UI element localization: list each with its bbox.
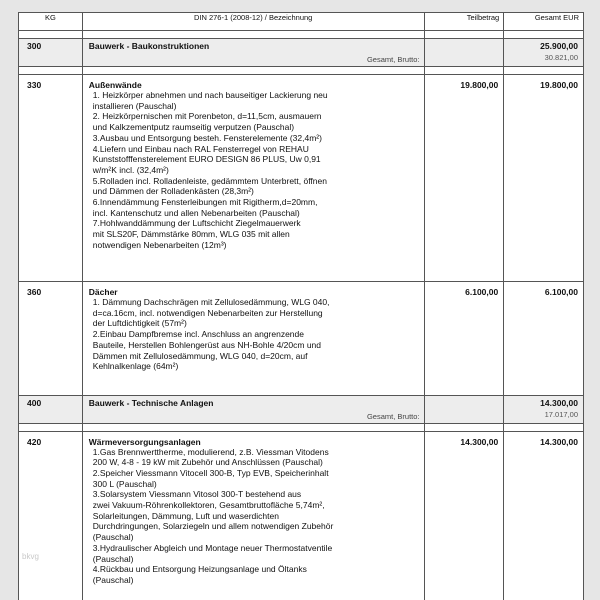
item-line: Kehlnalkenlage (64m²) bbox=[92, 361, 179, 372]
item-line: 5.Rolladen incl. Rolladenleiste, gedämmtem Unterbrett, öffnen bbox=[92, 175, 327, 186]
item-description bbox=[82, 431, 424, 600]
section-kg: 300 bbox=[19, 39, 83, 67]
item-line: installieren (Pauschal) bbox=[92, 100, 177, 111]
item-line: Kunststofffensterelement EURO DESIGN 86 PLUS, Uw 0,91 bbox=[92, 154, 321, 165]
section-title bbox=[82, 395, 424, 423]
gross-label: Gesamt, Brutto: bbox=[366, 411, 420, 421]
section-total bbox=[504, 39, 584, 67]
section-title-text: Bauwerk - Baukonstruktionen bbox=[88, 41, 210, 51]
item-line: 2. Heizkörpernischen mit Porenbeton, d=11,5cm, ausmauern bbox=[92, 111, 322, 122]
item-description bbox=[82, 75, 424, 282]
item-line: 2.Speicher Viessmann Vitocell 300-B, Typ EVB, Speicherinhalt bbox=[92, 467, 329, 478]
spacer-row bbox=[19, 388, 584, 396]
item-title: Dächer bbox=[88, 287, 118, 297]
item-line: Durchdringungen, Solarziegeln und allem notwendigen Zubehör bbox=[92, 521, 334, 532]
section-total-value: 14.300,00 bbox=[540, 397, 578, 408]
item-line: 7.Hohlwanddämmung der Luftschicht Ziegelmauerwerk bbox=[92, 218, 301, 229]
spacer-row bbox=[19, 31, 584, 39]
header-designation: DIN 276-1 (2008-12) / Bezeichnung bbox=[82, 13, 424, 31]
item-line: 3.Solarsystem Viessmann Vitosol 300-T bestehend aus bbox=[92, 489, 302, 500]
item-line: Solarleitungen, Dämmung, Luft und waserdichten bbox=[92, 510, 279, 521]
document-sheet bbox=[18, 12, 584, 600]
item-line: der Luftdichtigkeit (57m²) bbox=[92, 318, 187, 329]
item-line: (Pauschal) bbox=[92, 532, 134, 543]
item-kg: 360 bbox=[19, 282, 83, 388]
section-row-300 bbox=[19, 39, 584, 67]
item-line: incl. Kantenschutz und allen Nebenarbeiten (Pauschal) bbox=[92, 207, 300, 218]
item-line: 1.Gas Brennwerttherme, modulierend, z.B. Viessman Vitodens bbox=[92, 446, 329, 457]
item-line: zwei Vakuum-Röhrenkollektoren, Gesamtbruttofläche 5,74m², bbox=[92, 500, 325, 511]
item-line: 3.Ausbau und Entsorgung besteh. Fensterelemente (32,4m²) bbox=[92, 132, 322, 143]
item-kg: 420 bbox=[19, 431, 83, 600]
header-total: Gesamt EUR bbox=[504, 13, 584, 31]
table-header-row bbox=[19, 13, 584, 31]
section-kg: 400 bbox=[19, 395, 83, 423]
item-total: 19.800,00 bbox=[504, 75, 584, 282]
item-row-360 bbox=[19, 282, 584, 388]
item-line: (Pauschal) bbox=[92, 574, 134, 585]
item-total: 14.300,00 bbox=[504, 431, 584, 600]
item-line: 3.Hydraulischer Abgleich und Montage neuer Thermostatventile bbox=[92, 542, 333, 553]
item-partial: 6.100,00 bbox=[424, 282, 504, 388]
section-total-value: 25.900,00 bbox=[540, 41, 578, 51]
item-line: 6.Innendämmung Fensterleibungen mit Rigitherm,d=20mm, bbox=[92, 197, 318, 208]
item-line: d=ca.16cm, incl. notwendigen Nebenarbeiten zur Herstellung bbox=[92, 307, 323, 318]
spacer-row bbox=[19, 423, 584, 431]
item-line: mit SLS20F, Dämmstärke 80mm, WLG 035 mit allen bbox=[92, 229, 290, 240]
item-kg: 330 bbox=[19, 75, 83, 282]
item-line: 1. Heizkörper abnehmen und nach bauseitiger Lackierung neu bbox=[92, 90, 328, 100]
item-line: notwendigen Nebenarbeiten (12m³) bbox=[92, 239, 227, 250]
spacer-row bbox=[19, 67, 584, 75]
section-total bbox=[504, 395, 584, 423]
item-title: Wärmeversorgungsanlagen bbox=[88, 436, 201, 447]
item-line: Dämmen mit Zellulosedämmung, WLG 040, d=20cm, auf bbox=[92, 350, 308, 361]
item-line: 2.Einbau Dampfbremse incl. Anschluss an angrenzende bbox=[92, 329, 304, 340]
item-row-330 bbox=[19, 75, 584, 282]
item-description bbox=[82, 282, 424, 388]
item-partial: 19.800,00 bbox=[424, 75, 504, 282]
cost-table bbox=[18, 12, 584, 600]
item-line: 200 W, 4-8 - 19 kW mit Zubehör und Anschlüssen (Pauschal) bbox=[92, 457, 323, 468]
section-row-400 bbox=[19, 395, 584, 423]
item-line: und Dämmen der Rolladenkästen (28,3m²) bbox=[92, 186, 254, 197]
item-line: 300 L (Pauschal) bbox=[92, 478, 157, 489]
item-line: 4.Liefern und Einbau nach RAL Fensterregel von REHAU bbox=[92, 143, 309, 154]
item-total: 6.100,00 bbox=[504, 282, 584, 388]
section-title-text: Bauwerk - Technische Anlagen bbox=[88, 397, 214, 408]
header-partial: Teilbetrag bbox=[424, 13, 504, 31]
section-gross-value: 17.017,00 bbox=[544, 409, 578, 419]
section-gross-value: 30.821,00 bbox=[544, 53, 578, 62]
header-kg: KG bbox=[19, 13, 83, 31]
item-line: 4.Rückbau und Entsorgung Heizungsanlage und Öltanks bbox=[92, 564, 307, 575]
item-partial: 14.300,00 bbox=[424, 431, 504, 600]
item-line: und Kalkzementputz raumseitig verputzen (Pauschal) bbox=[92, 122, 295, 133]
item-line: w/m²K incl. (32,4m²) bbox=[92, 164, 169, 175]
gross-label: Gesamt, Brutto: bbox=[366, 55, 420, 64]
item-line: Bauteile, Herstellen Bohlengerüst aus NH-Bohle 4/20cm und bbox=[92, 339, 321, 350]
item-line: 1. Dämmung Dachschrägen mit Zellulosedämmung, WLG 040, bbox=[92, 297, 330, 307]
section-title bbox=[82, 39, 424, 67]
item-line: (Pauschal) bbox=[92, 553, 134, 564]
item-row-420 bbox=[19, 431, 584, 600]
watermark: bkvg bbox=[22, 552, 39, 561]
item-title: Außenwände bbox=[88, 80, 142, 90]
